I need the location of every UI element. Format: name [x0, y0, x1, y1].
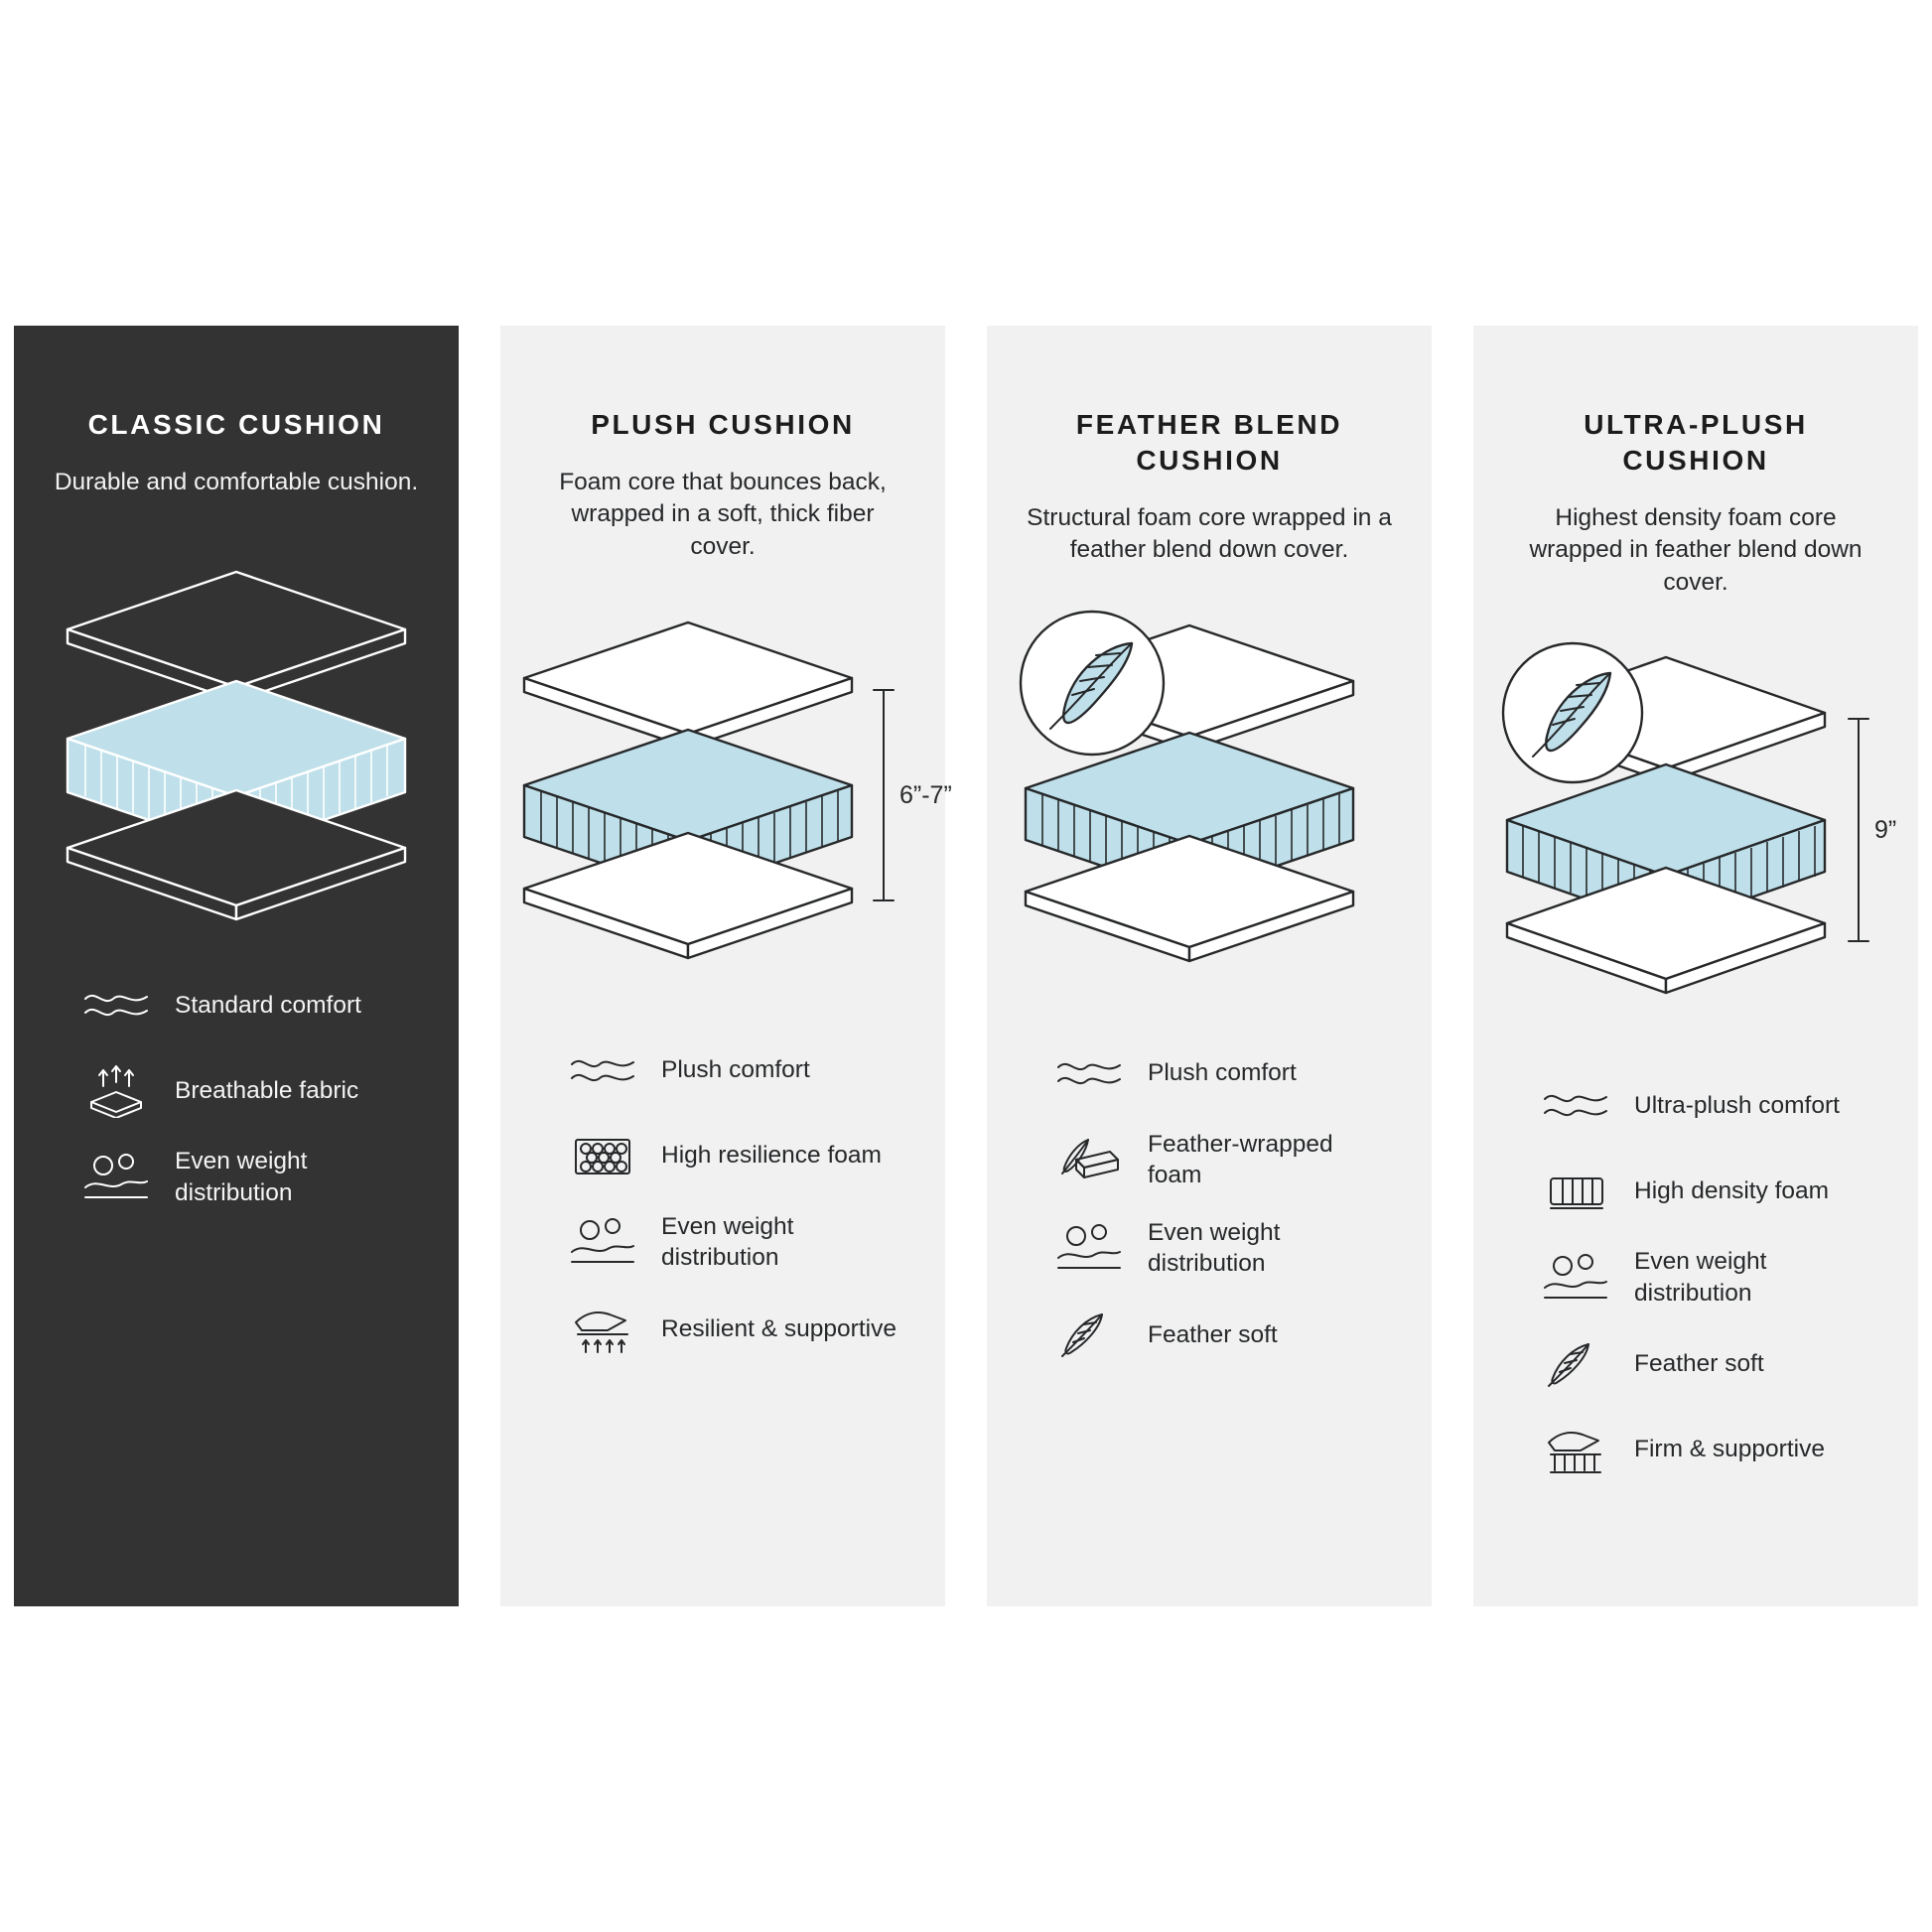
resilient-support-icon	[566, 1299, 639, 1358]
feature-row[interactable]	[1052, 1217, 1392, 1280]
weight-distribution-icon	[1539, 1248, 1612, 1308]
dimension-label: 6”-7”	[899, 780, 952, 809]
feature-list	[1513, 1075, 1878, 1479]
dimension-bracket	[1849, 719, 1868, 941]
breathable-fabric-icon	[79, 1060, 153, 1120]
feature-row[interactable]	[79, 975, 419, 1035]
feature-row[interactable]	[566, 1211, 905, 1274]
cushion-card-row	[0, 326, 1932, 1606]
weight-distribution-icon	[1052, 1218, 1126, 1278]
high-density-foam-icon	[1539, 1161, 1612, 1220]
weight-distribution-icon	[79, 1148, 153, 1207]
card-title: CLASSIC CUSHION	[87, 409, 385, 440]
cushion-card-classic-cushion[interactable]	[14, 326, 459, 1606]
feature-row[interactable]	[1539, 1246, 1878, 1309]
wave-lines-icon	[566, 1040, 639, 1100]
card-description: Highest density foam core wrapped in feather blend down cover.	[1529, 503, 1863, 596]
wave-lines-icon	[1052, 1043, 1126, 1103]
layered-cushion-illustration	[1487, 637, 1904, 1025]
feature-row[interactable]	[566, 1040, 905, 1100]
feature-label: Feather soft	[1148, 1320, 1278, 1348]
layered-cushion-illustration	[48, 552, 425, 909]
feature-row[interactable]	[566, 1126, 905, 1185]
wave-lines-icon	[79, 975, 153, 1035]
feature-row[interactable]	[1539, 1075, 1878, 1135]
feather-icon	[1052, 1305, 1126, 1364]
layered-cushion-illustration	[1001, 606, 1418, 993]
layered-cushion-illustration	[514, 603, 952, 990]
feature-row[interactable]	[79, 1146, 419, 1208]
feature-label: High density foam	[1634, 1176, 1830, 1204]
feature-label: Feather-wrapped foam	[1148, 1130, 1333, 1189]
dimension-bracket	[874, 690, 894, 900]
cushion-card-feather-blend-cushion[interactable]	[987, 326, 1432, 1606]
feature-label: Even weight distribution	[1634, 1248, 1767, 1307]
card-description: Durable and comfortable cushion.	[54, 468, 419, 495]
feature-label: Plush comfort	[1148, 1059, 1297, 1087]
feather-badge	[1503, 643, 1642, 782]
firm-support-icon	[1539, 1420, 1612, 1479]
card-title: ULTRA-PLUSH CUSHION	[1584, 409, 1808, 476]
feature-label: Breathable fabric	[175, 1076, 359, 1104]
feather-icon	[1539, 1334, 1612, 1394]
feature-row[interactable]	[1539, 1334, 1878, 1394]
feature-label: Even weight distribution	[1148, 1218, 1281, 1277]
cushion-layer-diagram	[1027, 591, 1392, 1008]
cushion-card-ultra-plush-cushion[interactable]	[1473, 326, 1918, 1606]
feather-wrapped-foam-icon	[1052, 1130, 1126, 1189]
feature-row[interactable]	[1539, 1161, 1878, 1220]
feature-label: High resilience foam	[661, 1141, 882, 1169]
cushion-layer-diagram	[54, 522, 419, 939]
feature-row[interactable]	[1052, 1129, 1392, 1191]
feature-list	[1027, 1043, 1392, 1364]
feature-row[interactable]	[1052, 1305, 1392, 1364]
cushion-layer-diagram	[1513, 622, 1897, 1039]
feature-row[interactable]	[1539, 1420, 1878, 1479]
feature-list	[540, 1040, 905, 1359]
cushion-card-plush-cushion[interactable]	[500, 326, 952, 1606]
feature-label: Resilient & supportive	[661, 1314, 897, 1342]
feature-label: Even weight distribution	[661, 1212, 794, 1271]
feature-label: Ultra-plush comfort	[1634, 1091, 1840, 1119]
feature-row[interactable]	[1052, 1043, 1392, 1103]
cushion-layer-diagram	[540, 588, 952, 1005]
card-description: Structural foam core wrapped in a feather blend down cover.	[1027, 503, 1392, 564]
dimension-label: 9”	[1874, 816, 1897, 845]
feature-row[interactable]	[79, 1060, 419, 1120]
feature-label: Plush comfort	[661, 1055, 810, 1083]
feature-label: Standard comfort	[175, 991, 361, 1019]
feature-label: Firm & supportive	[1634, 1436, 1825, 1463]
weight-distribution-icon	[566, 1212, 639, 1272]
feature-label: Even weight distribution	[175, 1148, 308, 1206]
card-description: Foam core that bounces back, wrapped in a soft, thick fiber cover.	[559, 468, 887, 560]
card-title: FEATHER BLEND CUSHION	[1075, 409, 1343, 476]
card-title: PLUSH CUSHION	[591, 409, 855, 440]
honeycomb-foam-icon	[566, 1126, 639, 1185]
feather-badge	[1021, 612, 1164, 755]
wave-lines-icon	[1539, 1075, 1612, 1135]
feature-label: Feather soft	[1634, 1350, 1764, 1378]
feature-row[interactable]	[566, 1299, 905, 1358]
feature-list	[54, 975, 419, 1208]
